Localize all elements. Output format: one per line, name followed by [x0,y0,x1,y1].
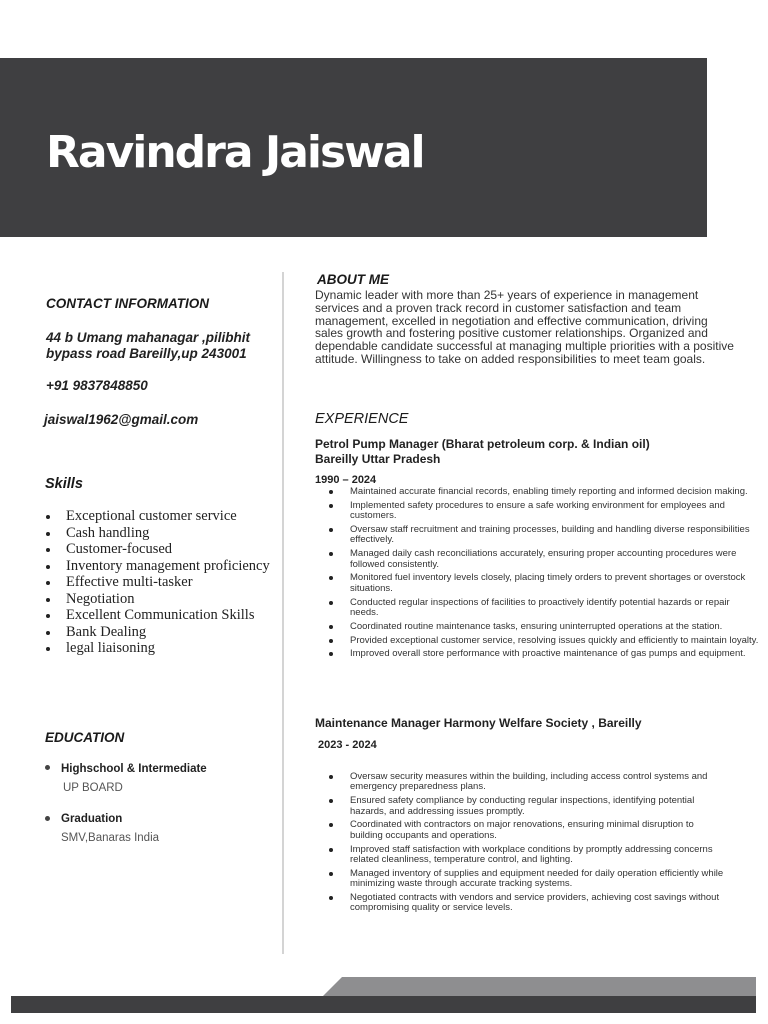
skill-item: Excellent Communication Skills [45,607,270,624]
skill-item: Exceptional customer service [45,508,270,525]
skills-title: Skills [45,476,83,492]
about-title: ABOUT ME [317,272,389,287]
job-dates: 1990 – 2024 [315,474,377,486]
bullet-item: Managed daily cash reconciliations accurately, ensuring proper accounting procedures were followed consistently. [328,549,760,570]
phone-number: +91 9837848850 [46,378,148,393]
job-dates: 2023 - 2024 [318,739,377,751]
job-title: Maintenance Manager Harmony Welfare Society , Bareilly [315,716,642,730]
skill-item: Inventory management proficiency [45,558,270,575]
education-title: EDUCATION [45,730,125,745]
bullet-item: Improved overall store performance with proactive maintenance of gas pumps and equipment. [328,649,760,659]
skill-item: Bank Dealing [45,624,270,641]
bullet-item: Implemented safety procedures to ensure a safe working environment for employees and customers. [328,501,760,522]
skill-item: Negotiation [45,591,270,608]
job-bullets [328,487,760,663]
bullet-item: Managed inventory of supplies and equipment needed for daily operation efficiently while minimizing waste through accurate tracking systems. [328,869,728,890]
bullet-item: Provided exceptional customer service, resolving issues quickly and efficiently to maintain loyalty. [328,636,760,646]
job-location: Bareilly Uttar Pradesh [315,452,441,466]
education-item-title: Highschool & Intermediate [61,763,207,775]
about-text: Dynamic leader with more than 25+ years of experience in management services and a proven track record in customer satisfaction and team management, excelled in negotiation and effective communication, driving sales growth and fostering positive customer relationships. Organized and dependable candidate successful at managing multiple priorities with a positive attitude. Willingness to take on added responsibilities to meet team goals. [315,288,734,366]
bullet-item: Coordinated routine maintenance tasks, ensuring uninterrupted operations at the station. [328,622,760,632]
footer-band-dark [11,996,756,1013]
column-divider [282,272,284,954]
bullet-item: Oversaw staff recruitment and training processes, building and handling diverse responsibilities effectively. [328,525,760,546]
bullet-item: Ensured safety compliance by conducting regular inspections, identifying potential hazards, and addressing issues promptly. [328,796,728,817]
bullet-dot-icon [45,816,50,821]
education-item-title: Graduation [61,813,123,825]
footer-band-light [322,977,756,997]
job-bullets [328,772,728,917]
job-title: Petrol Pump Manager (Bharat petroleum corp. & Indian oil) [315,437,650,451]
bullet-item: Improved staff satisfaction with workplace conditions by promptly addressing concerns related cleanliness, temperature control, and lighting. [328,845,728,866]
skill-item: legal liaisoning [45,640,270,657]
bullet-item: Monitored fuel inventory levels closely, placing timely orders to prevent shortages or overstock situations. [328,573,760,594]
bullet-item: Negotiated contracts with vendors and service providers, achieving cost savings without compromising quality or service levels. [328,893,728,914]
education-item-sub: SMV,Banaras India [61,832,160,844]
candidate-name: Ravindra Jaiswal [46,127,424,178]
address-line-1: 44 b Umang mahanagar ,pilibhit [46,330,251,345]
bullet-dot-icon [45,765,50,770]
contact-title: CONTACT INFORMATION [46,296,209,311]
bullet-item: Maintained accurate financial records, enabling timely reporting and informed decision making. [328,487,760,497]
skill-item: Cash handling [45,525,270,542]
bullet-item: Oversaw security measures within the building, including access control systems and emergency preparedness plans. [328,772,728,793]
skill-item: Effective multi-tasker [45,574,270,591]
experience-title: EXPERIENCE [315,411,409,427]
email-address: jaiswal1962@gmail.com [44,412,199,427]
skills-list [45,508,270,657]
bullet-item: Coordinated with contractors on major renovations, ensuring minimal disruption to building occupants and operations. [328,820,728,841]
bullet-item: Conducted regular inspections of facilities to proactively identify potential hazards or repair needs. [328,598,760,619]
address-line-2: bypass road Bareilly,up 243001 [46,346,247,361]
education-item-sub: UP BOARD [63,782,123,794]
skill-item: Customer-focused [45,541,270,558]
